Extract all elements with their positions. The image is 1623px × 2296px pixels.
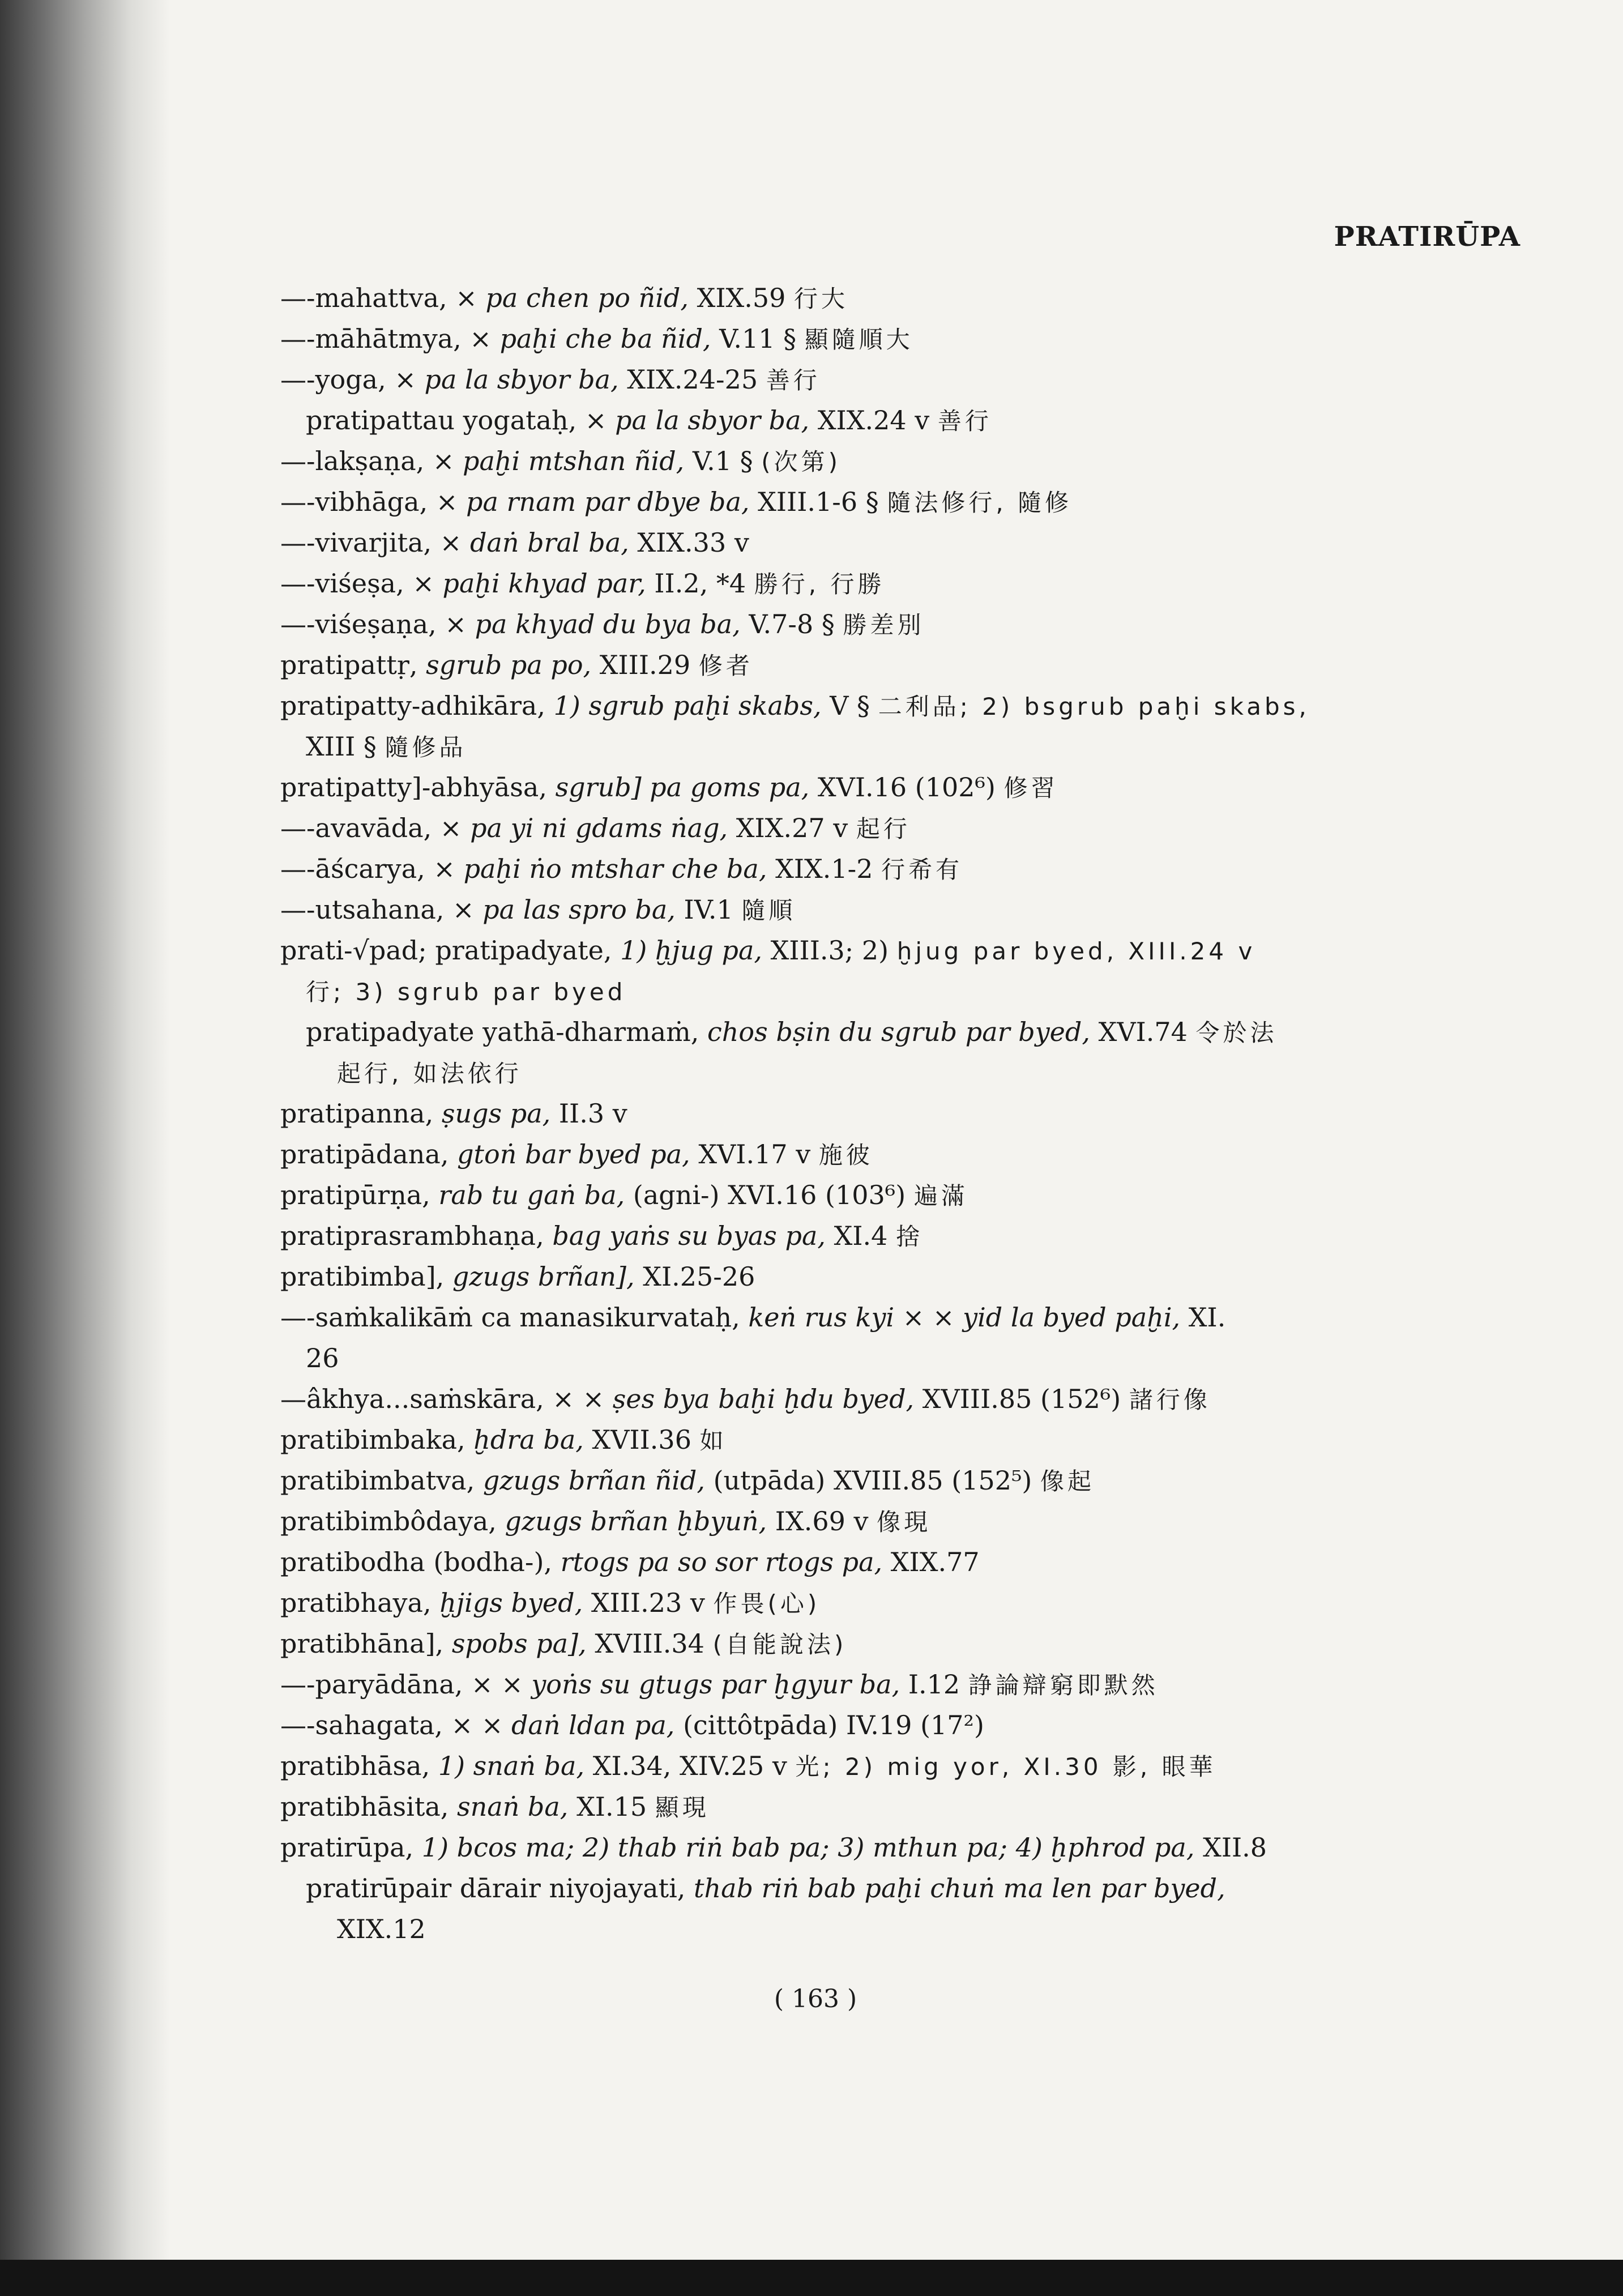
entry-headword: pratipanna, — [280, 1098, 434, 1129]
entry-tibetan: thab riṅ bab paḫi chuṅ ma len par byed, — [694, 1873, 1225, 1904]
entry-headword: —-mahattva, — [280, 283, 447, 313]
entry-tibetan: gzugs brñan ñid, — [482, 1465, 705, 1496]
entry-headword: pratipadyate yathā-dharmaṁ, — [306, 1017, 699, 1047]
entry-headword: prati-√pad; pratipadyate, — [280, 935, 612, 966]
entry-reference: XIX.27 v — [736, 813, 848, 843]
entry-tibetan: 1) bcos ma; 2) thab riṅ bab pa; 3) mthun pa; 4) ḫphrod pa, — [421, 1832, 1195, 1863]
entry-tibetan: chos bṣin du sgrub par byed, — [707, 1017, 1090, 1047]
entry-headword: pratirūpair dārair niyojayati, — [306, 1873, 686, 1904]
entry-chinese: 隨法修行, 隨修 — [887, 489, 1073, 517]
entry-tibetan: × pa khyad du bya ba, — [445, 609, 741, 639]
entry-chinese: 如 — [699, 1427, 727, 1454]
entry-headword: pratirūpa, — [280, 1832, 414, 1863]
entry-line — [280, 930, 1413, 971]
entry-line — [280, 1379, 1413, 1419]
entry-headword: pratibimba], — [280, 1261, 445, 1292]
entry-headword: pratibhāsita, — [280, 1791, 449, 1822]
entry-reference: XIX.24 v — [817, 405, 930, 436]
entry-chinese: 行大 — [794, 285, 849, 313]
entry-reference: XVII.36 — [592, 1424, 691, 1455]
entry-reference: II.3 v — [558, 1098, 627, 1129]
entry-headword: —-lakṣaṇa, — [280, 446, 425, 476]
entry-reference: XI.25-26 — [643, 1261, 755, 1292]
entry-line — [280, 1012, 1413, 1052]
page-number: ( 163 ) — [774, 1985, 857, 2013]
entry-chinese: 修者 — [698, 652, 753, 680]
entry-reference: XIII.23 v — [591, 1587, 705, 1618]
entry-tibetan: gzugs brñan], — [452, 1261, 635, 1292]
entry-headword: —-vivarjita, — [280, 527, 432, 558]
dictionary-entries — [280, 278, 1413, 1949]
entry-line — [280, 400, 1413, 441]
entry-headword: pratibimbaka, — [280, 1424, 465, 1455]
entry-tibetan: × × daṅ ldan pa, — [451, 1710, 675, 1740]
entry-reference: (agni-) XVI.16 (103⁶) — [633, 1180, 906, 1210]
entry-headword: pratibhaya, — [280, 1587, 432, 1618]
entry-line — [280, 971, 1413, 1012]
entry-reference: XIII.3; 2) — [770, 935, 889, 966]
entry-tibetan: keṅ rus kyi × × yid la byed paḫi, — [748, 1302, 1181, 1333]
entry-line — [280, 563, 1413, 604]
entry-tibetan: × pa chen po ñid, — [455, 283, 689, 313]
entry-headword: —-āścarya, — [280, 853, 425, 884]
entry-line — [280, 1215, 1413, 1256]
entry-line — [280, 359, 1413, 400]
entry-line — [280, 1786, 1413, 1827]
entry-reference: XVIII.85 (152⁶) — [922, 1384, 1121, 1414]
entry-headword: pratipādana, — [280, 1139, 449, 1170]
entry-chinese: 像現 — [877, 1508, 932, 1536]
scan-bottom-edge — [0, 2260, 1623, 2296]
entry-tibetan: rtogs pa so sor rtogs pa, — [560, 1547, 883, 1577]
entry-reference: XIII.29 — [599, 650, 691, 680]
entry-headword: —-viśeṣaṇa, — [280, 609, 437, 639]
entry-tibetan: × × yoṅs su gtugs par ḫgyur ba, — [471, 1669, 900, 1700]
entry-chinese: 起行, 如法依行 — [337, 1060, 522, 1087]
entry-chinese: 遍滿 — [913, 1182, 968, 1210]
entry-chinese: ḫjug par byed, XIII.24 v — [896, 937, 1256, 965]
entry-reference: XIX.24-25 — [627, 364, 758, 395]
scan-gutter-shadow — [0, 0, 170, 2296]
entry-headword: —-saṁkalikāṁ ca manasikurvataḥ, — [280, 1302, 740, 1333]
entry-line — [280, 1093, 1413, 1134]
entry-line — [280, 726, 1413, 767]
entry-tibetan: × × ṣes bya baḫi ḫdu byed, — [552, 1384, 915, 1414]
entry-reference: V.11 § — [719, 323, 797, 354]
entry-chinese: 勝行, 行勝 — [754, 570, 885, 598]
entry-chinese: 令於法 — [1195, 1019, 1278, 1047]
entry-headword: pratiprasrambhaṇa, — [280, 1220, 544, 1251]
entry-tibetan: spobs pa], — [451, 1628, 587, 1659]
entry-reference: I.12 — [908, 1669, 960, 1700]
entry-tibetan: gtoṅ bar byed pa, — [457, 1139, 690, 1170]
entry-headword: pratipatty]-abhyāsa, — [280, 772, 547, 803]
entry-chinese: 光; 2) mig yor, XI.30 影, 眼華 — [795, 1753, 1216, 1781]
entry-chinese: (次第) — [761, 448, 842, 476]
entry-chinese: 像起 — [1040, 1467, 1095, 1495]
entry-headword: —-sahagata, — [280, 1710, 443, 1740]
entry-reference: IX.69 v — [775, 1506, 869, 1537]
entry-tibetan: × pa la sbyor ba, — [584, 405, 810, 436]
entry-chinese: 諸行像 — [1129, 1386, 1211, 1414]
entry-reference: XII.8 — [1203, 1832, 1267, 1863]
entry-reference: XVI.74 — [1098, 1017, 1188, 1047]
entry-tibetan: × pa yi ni gdams ṅag, — [439, 813, 728, 843]
entry-chinese: 顯隨順大 — [804, 326, 913, 353]
entry-line — [280, 767, 1413, 808]
entry-line — [280, 1175, 1413, 1215]
entry-chinese: 隨修品 — [385, 733, 467, 761]
entry-headword: pratipūrṇa, — [280, 1180, 430, 1210]
entry-line — [280, 1623, 1413, 1664]
entry-line — [280, 1827, 1413, 1868]
entry-tibetan: ṣugs pa, — [441, 1098, 551, 1129]
entry-reference: V.1 § — [692, 446, 753, 476]
running-title: PRATIRŪPA — [1334, 221, 1521, 253]
entry-line — [280, 1582, 1413, 1623]
entry-chinese: 善行 — [766, 366, 821, 394]
entry-line — [280, 522, 1413, 563]
entry-chinese: 諍論辯窮即默然 — [968, 1671, 1159, 1699]
entry-chinese: 顯現 — [655, 1794, 710, 1821]
entry-reference: XIX.1-2 — [775, 853, 873, 884]
entry-reference: XIX.59 — [697, 283, 786, 313]
entry-line — [280, 848, 1413, 889]
entry-line — [280, 645, 1413, 685]
entry-reference: XVI.17 v — [698, 1139, 811, 1170]
entry-tibetan: × pa las spro ba, — [452, 894, 676, 925]
entry-line — [280, 278, 1413, 318]
entry-line — [280, 1052, 1413, 1093]
entry-line — [280, 1501, 1413, 1542]
entry-headword: pratibimbatva, — [280, 1465, 475, 1496]
entry-headword: —-avavāda, — [280, 813, 432, 843]
entry-reference: XVIII.34 — [595, 1628, 704, 1659]
entry-headword: pratipattṛ, — [280, 650, 418, 680]
entry-line — [280, 318, 1413, 359]
entry-line — [280, 1419, 1413, 1460]
entry-line — [280, 889, 1413, 930]
entry-headword: pratipatty-adhikāra, — [280, 690, 545, 721]
entry-reference: II.2, *4 — [654, 568, 746, 599]
entry-tibetan: × paḫi ṅo mtshar che ba, — [433, 853, 767, 884]
entry-headword: —-yoga, — [280, 364, 386, 395]
entry-reference: XVI.16 (102⁶) — [817, 772, 996, 803]
entry-chinese: 隨順 — [741, 897, 796, 924]
entry-chinese: 施彼 — [818, 1141, 873, 1169]
entry-headword: —-vibhāga, — [280, 486, 428, 517]
entry-line — [280, 1542, 1413, 1582]
entry-reference: XIX.33 v — [637, 527, 749, 558]
entry-tibetan: × paḫi khyad par, — [412, 568, 646, 599]
entry-tibetan: × pa la sbyor ba, — [394, 364, 619, 395]
entry-headword: —-paryādāna, — [280, 1669, 463, 1700]
entry-chinese: 善行 — [937, 407, 992, 435]
entry-chinese: 勝差別 — [843, 611, 925, 639]
entry-chinese: 起行 — [856, 815, 911, 843]
entry-line — [280, 1746, 1413, 1786]
entry-reference: XIII.1-6 § — [758, 486, 879, 517]
entry-headword: pratibimbôdaya, — [280, 1506, 497, 1537]
entry-headword: —-māhātmya, — [280, 323, 462, 354]
entry-chinese: 二利品; 2) bsgrub paḫi skabs, — [878, 693, 1310, 720]
entry-tibetan: × pa rnam par dbye ba, — [435, 486, 750, 517]
entry-reference: XI.4 — [834, 1220, 888, 1251]
entry-tibetan: sgrub pa po, — [426, 650, 592, 680]
entry-reference: (utpāda) XVIII.85 (152⁵) — [713, 1465, 1032, 1496]
entry-tibetan: 1) snaṅ ba, — [438, 1751, 585, 1781]
entry-reference: V § — [830, 690, 870, 721]
entry-tibetan: ḫdra ba, — [473, 1424, 584, 1455]
entry-headword: —âkhya...saṁskāra, — [280, 1384, 544, 1414]
entry-chinese: 捨 — [896, 1223, 924, 1251]
entry-tibetan: 1) sgrub paḫi skabs, — [553, 690, 822, 721]
entry-line — [280, 1460, 1413, 1501]
entry-line — [280, 1909, 1413, 1949]
entry-chinese: 行希有 — [881, 856, 963, 884]
entry-chinese: 修習 — [1003, 774, 1058, 802]
entry-headword: XIX.12 — [337, 1914, 426, 1944]
entry-chinese: 作畏(心) — [713, 1590, 821, 1618]
entry-reference: V.7-8 § — [749, 609, 835, 639]
entry-line — [280, 604, 1413, 645]
entry-tibetan: 1) ḫjug pa, — [620, 935, 763, 966]
entry-line — [280, 685, 1413, 726]
entry-line — [280, 808, 1413, 848]
entry-line — [280, 1134, 1413, 1175]
entry-reference: (cittôtpāda) IV.19 (17²) — [683, 1710, 984, 1740]
entry-headword: —-viśeṣa, — [280, 568, 404, 599]
entry-chinese: 行; 3) sgrub par byed — [306, 978, 626, 1006]
entry-line — [280, 1705, 1413, 1746]
entry-line — [280, 441, 1413, 481]
entry-tibetan: × daṅ bral ba, — [439, 527, 629, 558]
entry-tibetan: × paḫi mtshan ñid, — [432, 446, 685, 476]
entry-tibetan: snaṅ ba, — [457, 1791, 569, 1822]
entry-tibetan: sgrub] pa goms pa, — [555, 772, 810, 803]
entry-headword: —-utsahana, — [280, 894, 445, 925]
entry-headword: pratibodha (bodha-), — [280, 1547, 553, 1577]
entry-headword: pratibhāna], — [280, 1628, 444, 1659]
entry-reference: IV.1 — [684, 894, 733, 925]
entry-line — [280, 1338, 1413, 1379]
entry-line — [280, 1664, 1413, 1705]
entry-tibetan: × paḫi che ba ñid, — [469, 323, 711, 354]
entry-line — [280, 1297, 1413, 1338]
entry-tibetan: rab tu gaṅ ba, — [438, 1180, 625, 1210]
entry-reference: XI.34, XIV.25 v — [592, 1751, 787, 1781]
entry-tibetan: bag yaṅs su byas pa, — [552, 1220, 826, 1251]
entry-tibetan: ḫjigs byed, — [439, 1587, 583, 1618]
entry-headword: 26 — [306, 1343, 339, 1373]
entry-line — [280, 481, 1413, 522]
entry-line — [280, 1868, 1413, 1909]
entry-headword: XIII § — [306, 731, 377, 762]
entry-headword: pratibhāsa, — [280, 1751, 430, 1781]
entry-headword: pratipattau yogataḥ, — [306, 405, 577, 436]
entry-reference: XI. — [1188, 1302, 1226, 1333]
entry-tibetan: gzugs brñan ḫbyuṅ, — [505, 1506, 767, 1537]
entry-reference: XI.15 — [576, 1791, 647, 1822]
entry-line — [280, 1256, 1413, 1297]
entry-reference: XIX.77 — [890, 1547, 980, 1577]
entry-chinese: (自能說法) — [712, 1631, 847, 1658]
